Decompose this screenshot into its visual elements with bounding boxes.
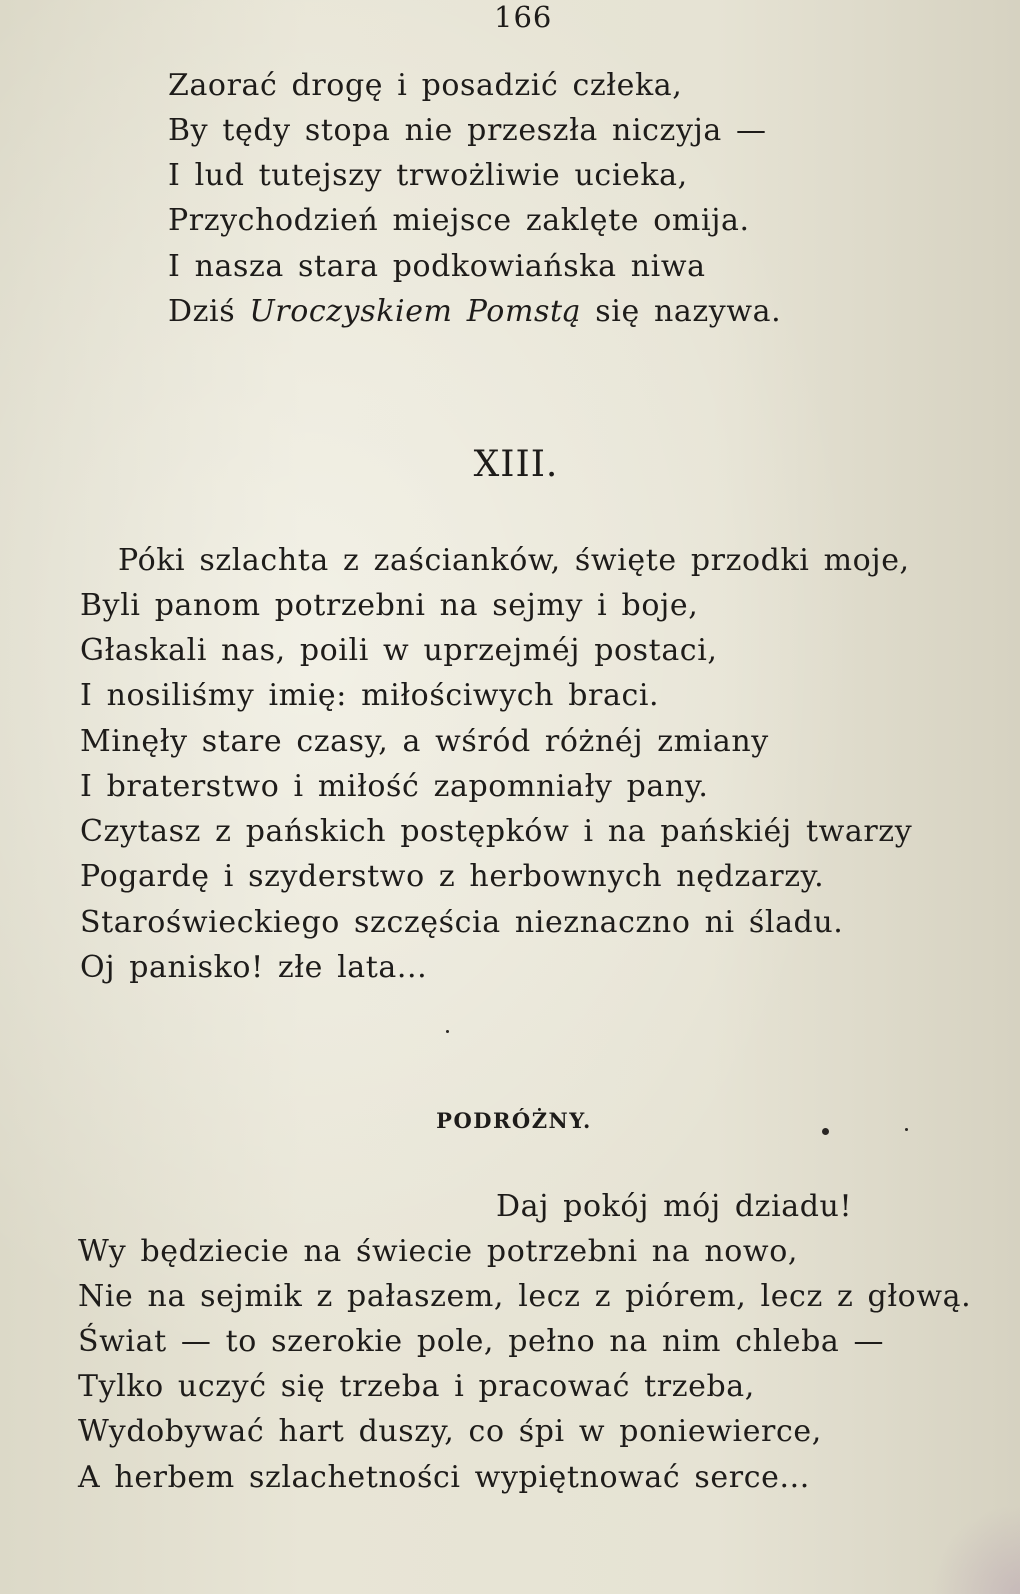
verse-line: I braterstwo i miłość zapomniały pany. [80, 769, 709, 804]
ink-speck [822, 1128, 829, 1135]
verse-text: Dziś [168, 294, 236, 329]
verse-line: Staroświeckiego szczęścia nieznaczno ni śladu. [80, 905, 844, 940]
verse-text: się nazywa. [595, 294, 782, 329]
verse-line: Nie na sejmik z pałaszem, lecz z piórem, lecz z głową. [78, 1279, 972, 1314]
verse-line: I nasza stara podkowiańska niwa [168, 249, 706, 284]
verse-line: Przychodzień miejsce zaklęte omija. [168, 203, 750, 238]
verse-line-mixed [168, 294, 781, 329]
speaker-label: PODRÓŻNY. [436, 1108, 592, 1133]
verse-line: Głaskali nas, poili w uprzejméj postaci, [80, 633, 718, 668]
verse-line: I nosiliśmy imię: miłościwych braci. [80, 678, 660, 713]
verse-line: I lud tutejszy trwożliwie ucieka, [168, 158, 688, 193]
verse-line: Wydobywać hart duszy, co śpi w poniewierce, [78, 1414, 822, 1449]
verse-line: Świat — to szerokie pole, pełno na nim chleba — [78, 1324, 885, 1359]
ink-speck [905, 1128, 908, 1131]
verse-line: Wy będziecie na świecie potrzebni na nowo, [78, 1234, 798, 1269]
verse-line: Tylko uczyć się trzeba i pracować trzeba, [78, 1369, 755, 1404]
verse-line: Daj pokój mój dziadu! [496, 1189, 853, 1224]
verse-italic-text: Uroczyskiem Pomstą [249, 294, 582, 329]
paper-stain [930, 1504, 1020, 1594]
verse-line: Byli panom potrzebni na sejmy i boje, [80, 588, 699, 623]
verse-line: Oj panisko! złe lata... [80, 950, 428, 985]
verse-line: Pogardę i szyderstwo z herbownych nędzarzy. [80, 859, 825, 894]
verse-line: By tędy stopa nie przeszła niczyja — [168, 113, 767, 148]
verse-line: Zaorać drogę i posadzić człeka, [168, 68, 683, 103]
section-heading: XIII. [473, 444, 559, 485]
page-number: 166 [494, 0, 553, 34]
ink-speck [446, 1030, 449, 1033]
verse-line: Minęły stare czasy, a wśród różnéj zmiany [80, 724, 769, 759]
verse-line: A herbem szlachetności wypiętnować serce... [78, 1460, 810, 1495]
verse-line: Póki szlachta z zaścianków, święte przodki moje, [118, 543, 910, 578]
verse-line: Czytasz z pańskich postępków i na pańskiéj twarzy [80, 814, 913, 849]
